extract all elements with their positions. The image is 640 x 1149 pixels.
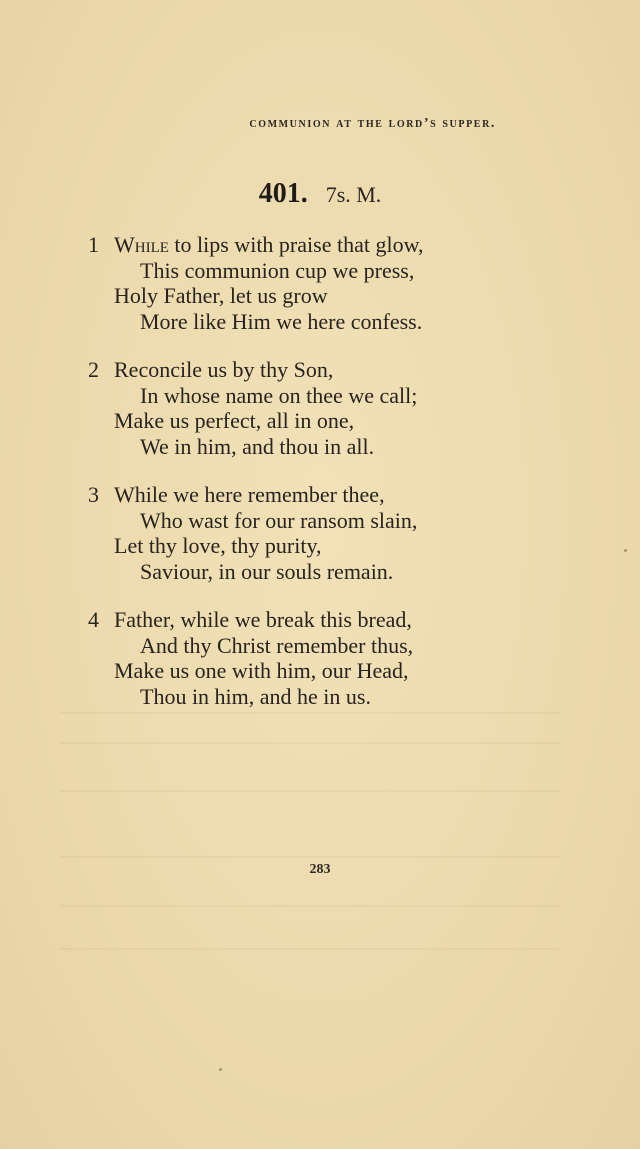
paper-speck [624,549,627,552]
verse-line: And thy Christ remember thus, [140,632,414,658]
hymn-verses [88,232,548,732]
verse-line [88,357,548,383]
verse-line: This communion cup we press, [140,257,415,283]
verse-line: Make us one with him, our Head, [114,658,409,683]
verse-line [88,607,548,633]
verse-line: Let thy love, thy purity, [114,533,322,558]
verse-line [88,482,548,508]
stanza-number: 4 [88,607,99,632]
show-through-line [60,742,560,744]
hymn-number: 401. [258,178,308,209]
verse-line: Thou in him, and he in us. [140,683,371,709]
verse-line: More like Him we here confess. [140,308,423,334]
hymn-meter: 7s. M. [325,182,382,207]
verse-line: We in him, and thou in all. [140,433,375,459]
stanza-1 [88,232,548,334]
stanza-3 [88,482,548,584]
verse-line: Saviour, in our souls remain. [140,558,394,584]
hymn-header [0,178,640,210]
verse-line-text: Reconcile us by thy Son, [114,357,334,382]
stanza-number: 3 [88,482,99,507]
verse-line: Make us perfect, all in one, [114,408,355,433]
stanza-number: 2 [88,357,99,382]
verse-initial-word: While [114,232,169,257]
verse-line: In whose name on thee we call; [140,382,418,408]
stanza-number: 1 [88,232,99,257]
stanza-4 [88,607,548,709]
verse-line: Who wast for our ransom slain, [140,507,418,533]
running-head-text: communion at the lord’s supper. [249,116,496,131]
show-through-line [60,905,560,907]
running-head [0,116,628,132]
paper-speck [219,1068,222,1071]
verse-line [88,232,548,258]
show-through-line [60,856,560,858]
verse-line-text: Father, while we break this bread, [114,607,412,632]
show-through-line [60,948,560,950]
verse-line-text: to lips with praise that glow, [168,232,424,257]
verse-line: Holy Father, let us grow [114,283,328,308]
stanza-2 [88,357,548,459]
verse-line-text: While we here remember thee, [114,482,385,507]
page-number: 283 [309,862,331,877]
show-through-line [60,790,560,792]
